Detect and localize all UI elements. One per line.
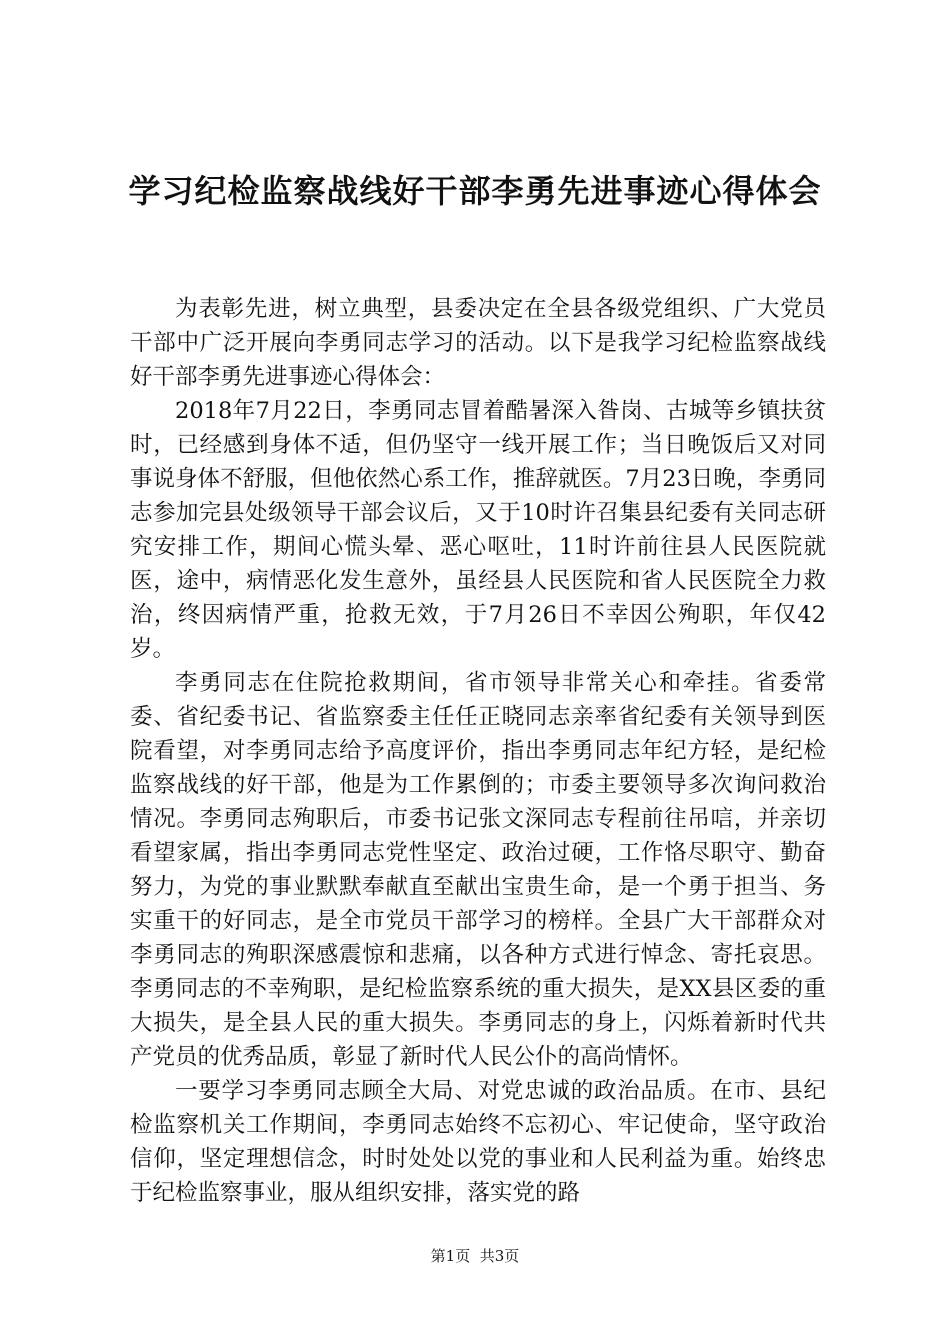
document-title: 学习纪检监察战线好干部李勇先进事迹心得体会	[128, 172, 822, 210]
paragraph-learning-point-one: 一要学习李勇同志顾全大局、对党忠诚的政治品质。在市、县纪检监察机关工作期间，李勇同志始终不忘初心、牢记使命，坚守政治信仰，坚定理想信念，时时处处以党的事业和人民利益为重。始终忠于纪检监察事业，服从组织安排，落实党的路	[130, 1078, 826, 1206]
paragraph-leaders: 李勇同志在住院抢救期间，省市领导非常关心和牵挂。省委常委、省纪委书记、省监察委主任任正晓同志亲率省纪委有关领导到医院看望，对李勇同志给予高度评价，指出李勇同志年纪方轻，是纪检监察战线的好干部，他是为工作累倒的；市委主要领导多次询问救治情况。李勇同志殉职后，市委书记张文深同志专程前往吊唁，并亲切看望家属，指出李勇同志党性坚定、政治过硬，工作恪尽职守、勤奋努力，为党的事业默默奉献直至献出宝贵生命，是一个勇于担当、务实重干的好同志，是全市党员干部学习的榜样。全县广大干部群众对李勇同志的殉职深感震惊和悲痛，以各种方式进行悼念、寄托哀思。李勇同志的不幸殉职，是纪检监察系统的重大损失，是XX县区委的重大损失，是全县人民的重大损失。李勇同志的身上，闪烁着新时代共产党员的优秀品质，彰显了新时代人民公仆的高尚情怀。	[130, 670, 826, 1070]
document-body	[130, 292, 826, 1210]
page-number: 第1页	[430, 1247, 471, 1265]
page-total: 共3页	[479, 1247, 520, 1265]
paragraph-intro: 为表彰先进，树立典型，县委决定在全县各级党组织、广大党员干部中广泛开展向李勇同志学习的活动。以下是我学习纪检监察战线好干部李勇先进事迹心得体会：	[130, 296, 826, 390]
paragraph-event: 2018年7月22日，李勇同志冒着酷暑深入昝岗、古城等乡镇扶贫时，已经感到身体不适，但仍坚守一线开展工作；当日晚饭后又对同事说身体不舒服，但他依然心系工作，推辞就医。7月23日晚，李勇同志参加完县处级领导干部会议后，又于10时许召集县纪委有关同志研究安排工作，期间心慌头晕、恶心呕吐，11时许前往县人民医院就医，途中，病情恶化发生意外，虽经县人民医院和省人民医院全力救治，终因病情严重，抢救无效，于7月26日不幸因公殉职，年仅42岁。	[130, 398, 826, 662]
page-footer	[0, 1246, 950, 1266]
